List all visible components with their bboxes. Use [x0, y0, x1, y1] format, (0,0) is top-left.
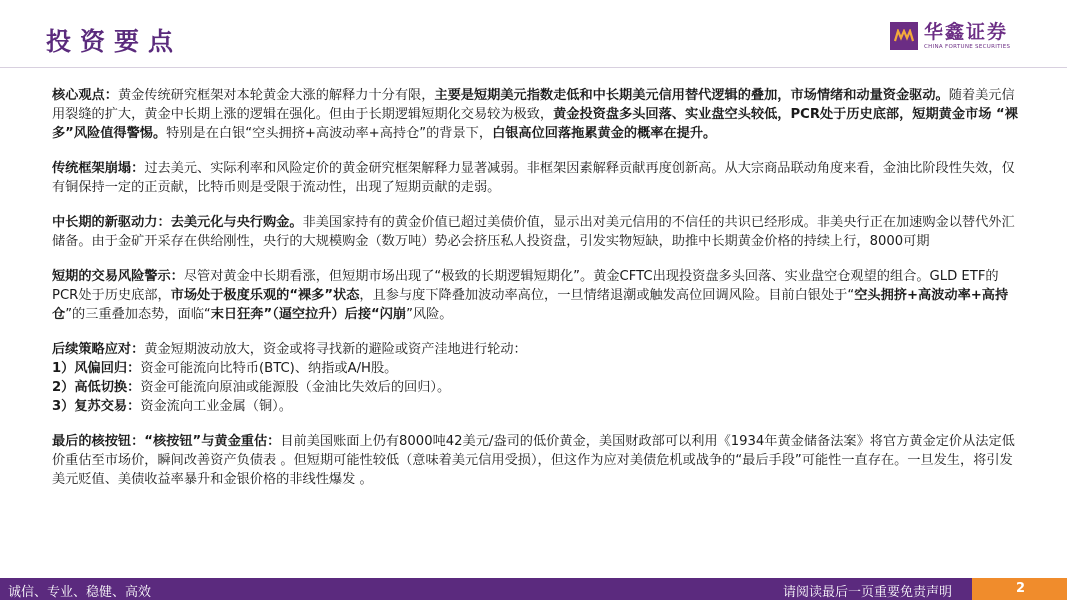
header-divider [0, 67, 1067, 68]
strategy-intro: 黄金短期波动放大，资金或将寻找新的避险或资产洼地进行轮动： [144, 342, 527, 357]
short-term-risk-text-4: ”风险。 [406, 307, 453, 322]
midlong-driver-paragraph [52, 213, 1024, 251]
strategy-label: 后续策略应对： [52, 342, 145, 357]
short-term-risk-text-3: ”的三重叠加态势，面临“ [65, 307, 211, 322]
traditional-framework-text: 过去美元、实际利率和风险定价的黄金研究框架解释力显著减弱。非框架因素解释贡献再度创新高。从大宗商品联动角度来看，金油比阶段性失效，仅有铜保持一定的正贡献，比特币则是受限于流动性，出现了短期贡献的走弱。 [52, 161, 1015, 195]
strategy-item-text: 资金可能流向比特币(BTC)、纳指或A/H股。 [140, 361, 398, 376]
company-logo [890, 22, 1010, 50]
short-term-risk-text-1: 尽管对黄金中长期看涨，但短期市场出现了“极致的长期逻辑短期化”。黄金CFTC出现投资盘多头回落、实业盘空仓观望的组合。GLD ETF的PCR处于历史底部， [52, 269, 999, 303]
strategy-item [52, 378, 1024, 397]
final-button-paragraph [52, 432, 1024, 489]
traditional-framework-label: 传统框架崩塌： [52, 161, 145, 176]
page-number: 2 [1015, 581, 1025, 596]
strategy-item [52, 397, 1024, 416]
short-term-risk-text-2: ，且参与度下降叠加波动率高位，一旦情绪退潮或触发高位回调风险。目前白银处于“ [359, 288, 855, 303]
logo-mark-icon [890, 22, 918, 50]
strategy-item-label: 3）复苏交易： [52, 399, 141, 414]
final-button-label: 最后的核按钮：“核按钮”与黄金重估： [52, 434, 281, 449]
core-view-bold-1: 主要是短期美元指数走低和中长期美元信用替代逻辑的叠加，市场情绪和动量资金驱动。 [434, 88, 949, 103]
core-view-bold-3: 白银高位回落拖累黄金的概率在提升。 [492, 126, 717, 141]
logo-text-cn: 华鑫证券 [924, 21, 1009, 43]
core-view-label: 核心观点： [52, 88, 118, 103]
core-view-paragraph [52, 86, 1024, 143]
short-term-risk-bold-3: 末日狂奔”（逼空拉升）后接“闪崩 [210, 307, 407, 322]
midlong-driver-label: 中长期的新驱动力： [52, 215, 171, 230]
footer-bar [0, 578, 1067, 600]
midlong-driver-text: 非美国家持有的黄金价值已超过美债价值，显示出对美元信用的不信任的共识已经形成。非美央行正在加速购金以替代外汇储备。由于金矿开采存在供给刚性，央行的大规模购金（数万吨）势必会挤压私人投资盘，引发实物短缺，助推中长期黄金价格的持续上行，8000可期 [52, 215, 1015, 249]
strategy-item [52, 359, 1024, 378]
short-term-risk-bold-1: 市场处于极度乐观的“裸多”状态 [170, 288, 360, 303]
core-view-text-3: 特别是在白银“空头拥挤+高波动率+高持仓”的背景下， [166, 126, 493, 141]
footer-slogan: 诚信、专业、稳健、高效 [8, 585, 152, 600]
midlong-driver-bold: 去美元化与央行购金。 [170, 215, 303, 230]
short-term-risk-label: 短期的交易风险警示： [52, 269, 184, 284]
core-view-bold-2: 黄金投资盘多头回落、实业盘空头较低，PCR处于历史底部，短期黄金市场 “裸多”风险值得警惕。 [52, 107, 1018, 141]
strategy-paragraph [52, 340, 1024, 416]
page-title: 投资要点 [46, 27, 183, 56]
traditional-framework-paragraph [52, 159, 1024, 197]
core-view-text-2: 随着美元信用裂缝的扩大，黄金中长期上涨的逻辑在强化。但由于长期逻辑短期化交易较为极致， [52, 88, 1015, 122]
logo-text-en: CHINA FORTUNE SECURITIES [924, 44, 1011, 50]
strategy-item-label: 2）高低切换： [52, 380, 141, 395]
strategy-item-label: 1）风偏回归： [52, 361, 141, 376]
strategy-item-text: 资金可能流向原油或能源股（金油比失效后的回归）。 [140, 380, 451, 395]
final-button-text: 目前美国账面上仍有8000吨42美元/盎司的低价黄金，美国财政部可以利用《1934年黄金储备法案》将官方黄金定价从法定低价重估至市场价，瞬间改善资产负债表 。但短期可能性较低（意味着美元信用受损），但这作为应对美债危机或战争的“最后手段”可能性一直存在。一旦发生，将引发美元贬值、美债收益率暴升和金银价格的非线性爆发 。 [52, 434, 1015, 487]
short-term-risk-bold-2: 空头拥挤+高波动率+高持仓 [52, 288, 1009, 322]
short-term-risk-paragraph [52, 267, 1024, 324]
disclaimer-link[interactable]: 请阅读最后一页重要免责声明 [782, 585, 952, 600]
core-view-text-1: 黄金传统研究框架对本轮黄金大涨的解释力十分有限， [117, 88, 435, 103]
strategy-item-text: 资金流向工业金属（铜）。 [140, 399, 292, 414]
main-content [52, 86, 1024, 505]
